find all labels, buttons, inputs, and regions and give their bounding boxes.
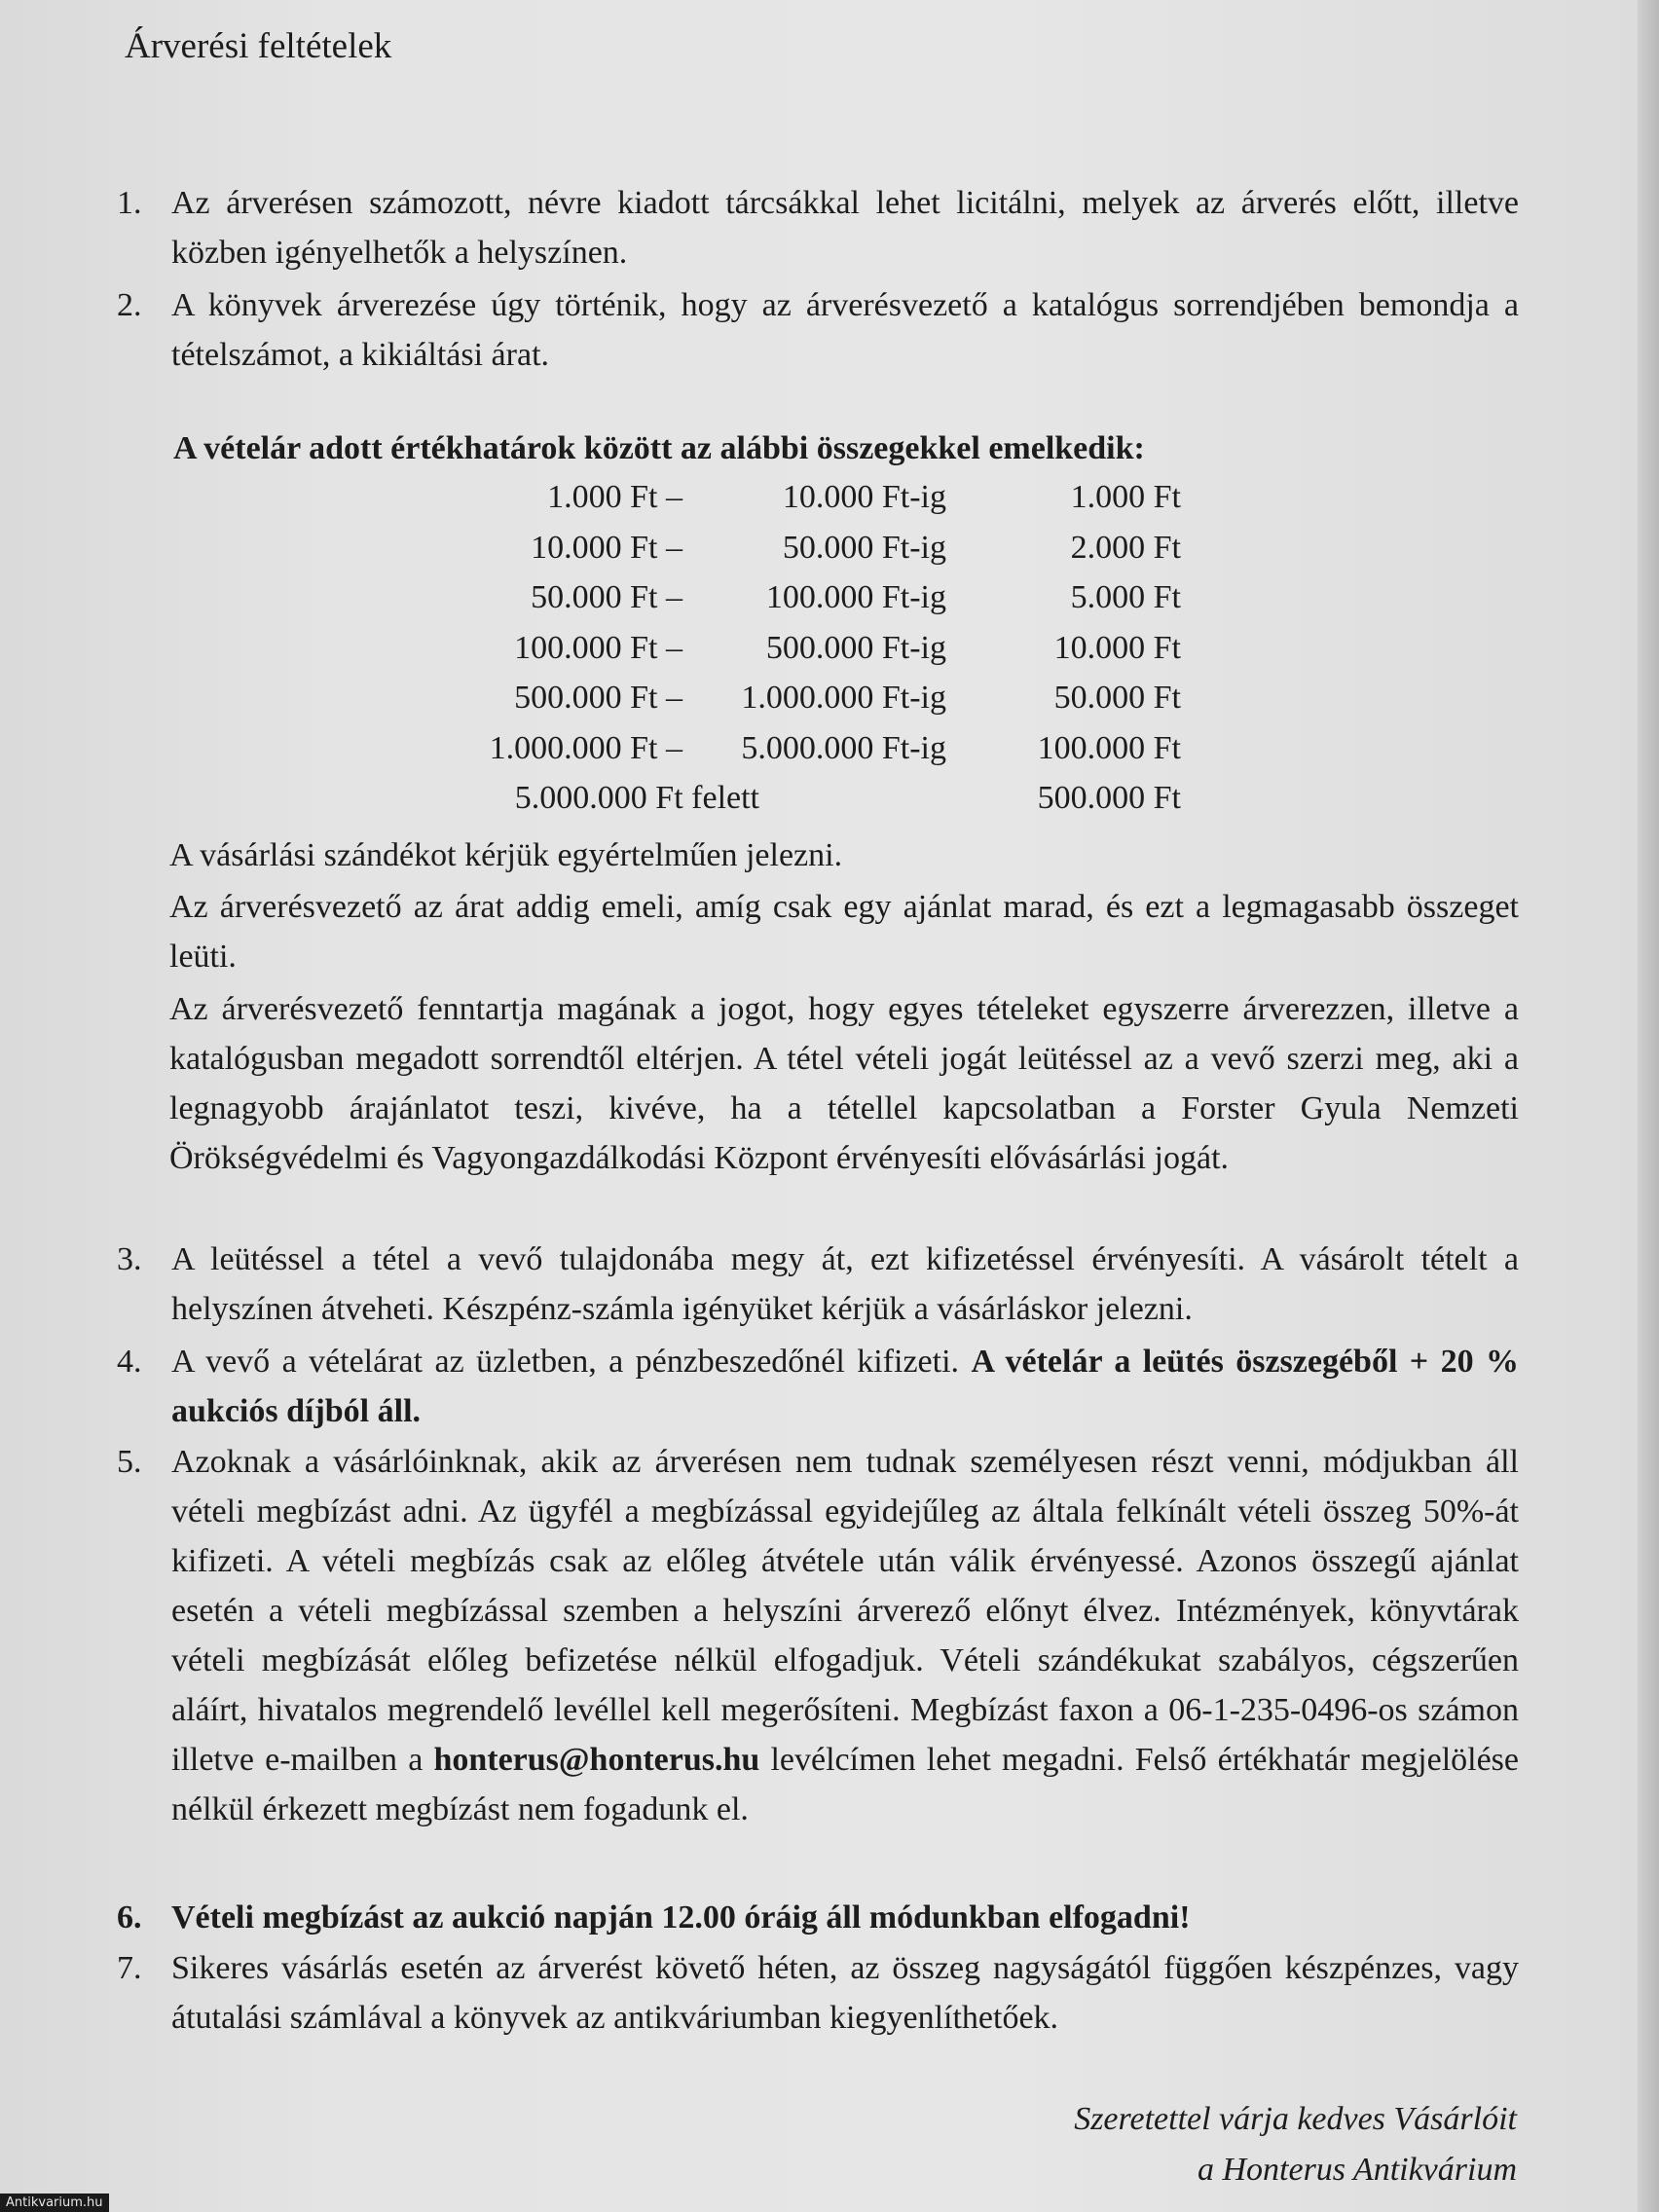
increment-step: 5.000 Ft xyxy=(1070,579,1181,615)
increment-from: 500.000 Ft – xyxy=(514,680,682,716)
increment-table xyxy=(0,479,1217,830)
condition-item-4 xyxy=(117,1337,1519,1436)
item-text: A könyvek árverezése úgy történik, hogy az árverésvezető a katalógus sorrendjében bemondja a tételszámot, a kikiáltási árat. xyxy=(171,287,1519,373)
signature-line-1: Szeretettel várja kedves Vásárlóit xyxy=(1074,2101,1517,2137)
increment-step: 1.000 Ft xyxy=(1070,479,1181,515)
increment-step: 10.000 Ft xyxy=(1053,629,1181,666)
increment-row xyxy=(0,530,1217,580)
condition-item-7 xyxy=(117,1943,1519,2043)
increment-to: 10.000 Ft-ig xyxy=(782,479,946,515)
increment-to: 5.000.000 Ft-ig xyxy=(741,729,946,766)
item-number: 2. xyxy=(117,287,142,323)
item-number: 3. xyxy=(117,1241,142,1277)
item-number: 6. xyxy=(117,1899,142,1936)
increment-from: 1.000.000 Ft – xyxy=(489,729,682,766)
item-text xyxy=(171,1337,1519,1436)
increment-row xyxy=(0,630,1217,681)
condition-item-3 xyxy=(117,1235,1519,1334)
item-plain-text: A vevő a vételárat az üzletben, a pénzbeszedőnél kifizeti. xyxy=(171,1344,960,1380)
email-link[interactable]: honterus@honterus.hu xyxy=(433,1742,760,1778)
item-text: Az árverésen számozott, névre kiadott tárcsákkal lehet licitálni, melyek az árverés előtt, illetve közben igényelhetők a helyszínen. xyxy=(171,185,1519,271)
increment-from: 10.000 Ft – xyxy=(531,529,682,566)
condition-item-5 xyxy=(117,1437,1519,1834)
increment-row xyxy=(0,579,1217,630)
item-number: 1. xyxy=(117,185,142,221)
increment-from: 5.000.000 Ft felett xyxy=(514,780,759,816)
condition-item-1 xyxy=(117,178,1519,277)
item-bold-text: A vételár a leütés öszszegéből + 20 % aukciós díjból áll. xyxy=(171,1344,1519,1429)
increment-to: 100.000 Ft-ig xyxy=(765,579,946,615)
increment-step: 500.000 Ft xyxy=(1037,780,1181,816)
paragraph-rights: Az árverésvezető fenntartja magának a jogot, hogy egyes tételeket egyszerre árverezzen, illetve a katalógusban megadott sorrendtől eltérjen. A tétel vételi jogát leütéssel az a vevő szerzi meg, aki a legnagyobb árajánlatot teszi, kivéve, ha a tétellel kapcsolatban a Forster Gyula Nemzeti Örökségvédelmi és Vagyongazdálkodási Központ érvényesíti elővásárlási jogát. xyxy=(169,991,1519,1176)
increment-row xyxy=(0,680,1217,730)
item-number: 5. xyxy=(117,1444,142,1480)
increment-step: 100.000 Ft xyxy=(1037,729,1181,766)
increment-step: 2.000 Ft xyxy=(1070,529,1181,566)
signature xyxy=(1074,2094,1517,2195)
watermark: Antikvarium.hu xyxy=(0,2194,109,2212)
increment-row xyxy=(0,479,1217,530)
increment-step: 50.000 Ft xyxy=(1053,680,1181,716)
item-text: A leütéssel a tétel a vevő tulajdonába megy át, ezt kifizetéssel érvényesíti. A vásárolt tételt a helyszínen átveheti. Készpénz-számla igényüket kérjük a vásárláskor jelezni. xyxy=(171,1241,1519,1327)
page-spine-shadow xyxy=(1638,0,1659,2212)
increment-row xyxy=(0,780,1217,830)
increment-from: 50.000 Ft – xyxy=(531,579,682,615)
paragraph-intent: A vásárlási szándékot kérjük egyértelműen jelezni. xyxy=(169,837,843,873)
increment-row xyxy=(0,730,1217,781)
item-number: 4. xyxy=(117,1344,142,1380)
increment-to: 1.000.000 Ft-ig xyxy=(741,680,946,716)
item-text xyxy=(171,1437,1519,1834)
item-text: Sikeres vásárlás esetén az árverést követő héten, az összeg nagyságától függően készpénzes, vagy átutalási számlával a könyvek az antikváriumban kiegyenlíthetőek. xyxy=(171,1950,1519,2036)
item-text-part-a: Azoknak a vásárlóinknak, akik az árverésen nem tudnak személyesen részt venni, módjukban áll vételi megbízást adni. Az ügyfél a megbízással egyidejűleg az általa felkínált vételi összeg 50%-át kifizeti. A vételi megbízás csak az előleg átvétele után válik érvényessé. Azonos összegű ajánlat esetén a vételi megbízással szemben a helyszíni árverező előnyt élvez. Intézmények, könyvtárak vételi megbízását előleg befizetése nélkül elfogadjuk. Vételi szándékukat szabályos, cégszerűen aláírt, hivatalos megrendelő levéllel kell megerősíteni. Megbízást faxon a 06-1-235-0496-os számon illetve e-mailben a xyxy=(171,1444,1519,1778)
item-text: Vételi megbízást az aukció napján 12.00 óráig áll módunkban elfogadni! xyxy=(171,1899,1191,1936)
item-text-part-b: levélcímen lehet megadni. Felső értékhatár megjelölése nélkül érkezett megbízást nem fogadunk el. xyxy=(171,1742,1519,1827)
signature-line-2: a Honterus Antikvárium xyxy=(1197,2152,1517,2188)
increment-to: 50.000 Ft-ig xyxy=(782,529,946,566)
increment-from: 100.000 Ft – xyxy=(514,629,682,666)
increment-from: 1.000 Ft – xyxy=(547,479,682,515)
item-number: 7. xyxy=(117,1950,142,1986)
condition-item-6 xyxy=(117,1893,1519,1942)
increment-heading: A vételár adott értékhatárok között az alábbi összegekkel emelkedik: xyxy=(173,430,1145,466)
increment-to: 500.000 Ft-ig xyxy=(765,629,946,666)
page-title: Árverési feltételek xyxy=(125,26,392,66)
condition-item-2 xyxy=(117,280,1519,380)
paragraph-hammer: Az árverésvezető az árat addig emeli, amíg csak egy ajánlat marad, és ezt a legmagasabb összeget leüti. xyxy=(169,889,1519,975)
